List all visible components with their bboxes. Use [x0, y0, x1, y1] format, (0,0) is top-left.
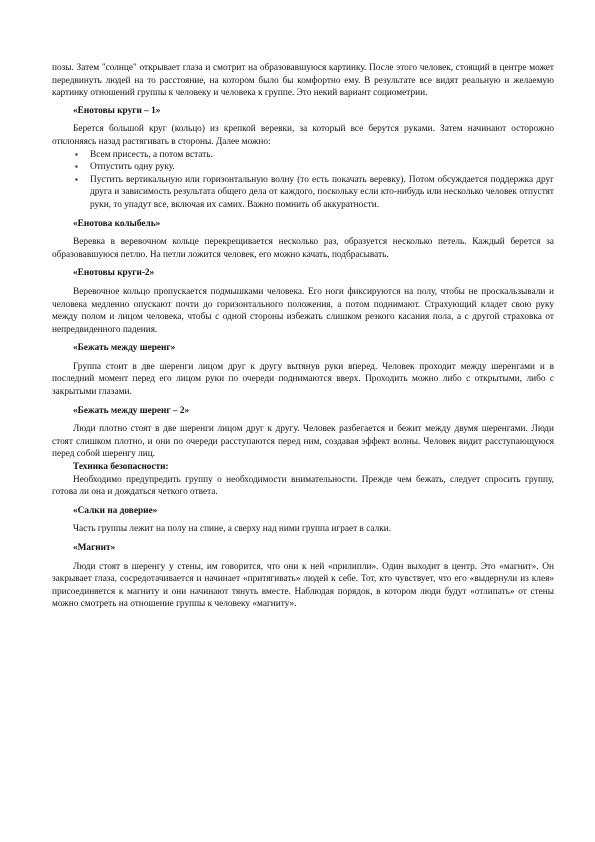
section-title: «Магнит» — [73, 543, 116, 553]
section-title: «Енотова колыбель» — [73, 218, 161, 229]
bullet-icon: ▪ — [75, 162, 78, 172]
section-paragraph: Веревочное кольцо пропускается подмышками человека. Его ноги фиксируются на полу, чтобы не проскальзывали и человека медленно опускают почти до горизонтального положения, а потом поднимают. Страхующий кладет свою руку между полом и лицом человека, чтобы с одной стороны избежать слишком резкого касания пола, а с другой страховка от непредвиденного падения. — [52, 286, 554, 335]
list-item-text: Всем присесть, а потом встать. — [90, 149, 213, 160]
section-title: «Енотовы круги-2» — [73, 268, 155, 279]
section-paragraph: Люди плотно стоят в две шеренги лицом друг к другу. Человек разбегается и бежит между двумя шеренгами. Люди стоят слишком плотно, и они по очереди расступаются перед ним, создавая эффект волны. Человек видит расступающуюся перед собой шеренгу лиц. — [52, 424, 554, 460]
section-paragraph: Берется большой круг (кольцо) из крепкой веревки, за который все берутся руками. Затем начинают осторожно отклоняясь назад растягивать в стороны. Далее можно: — [52, 124, 554, 147]
section-paragraph: Люди стоят в шеренгу у стены, им говорится, что они к ней «прилипли». Один выходит в центр. Это «магнит». Он закрывает глаза, сосредотачивается и начинает «притягивать» людей к себе. Тот, кто чувствует, что его «выдернули из клея» присоединяется к магниту и они начинают тянуть вместе. Наблюдая порядок, в котором люди будут «отлипать» от стены можно смотреть на отношение группы к человеку «магниту». — [52, 561, 554, 610]
section-title: «Бежать между шеренг» — [73, 343, 176, 354]
list-item — [52, 174, 554, 212]
section-paragraph: Веревка в веревочном кольце перекрещивается несколько раз, образуется несколько петель. Каждый берется за образовавшуюся петлю. На петли ложится человек, его можно качать, подбрасывать. — [52, 237, 554, 260]
section-title: «Салки на доверие» — [73, 505, 158, 516]
page-content — [52, 62, 554, 611]
section-paragraph: Группа стоит в две шеренги лицом друг к другу вытянув руки вперед. Человек проходит между шеренгами и в последний момент перед его лицом руки по очереди поднимаются вверх. Проходить можно либо с открытыми, либо с закрытыми глазами. — [52, 361, 554, 398]
section-title: «Енотовы круги – 1» — [73, 105, 161, 116]
section-paragraph: Часть группы лежит на полу на спине, а сверху над ними группа играет в салки. — [73, 524, 392, 535]
list-item-text: Пустить вертикальную или горизонтальную волну (то есть покачать веревку). Потом обсуждается поддержка друг друга и зависимость результата общего дела от каждого, поскольку если кто-нибудь или несколько человек отпустят руки, то упадут все, включая их самих. Важно помнить об аккуратности. — [90, 174, 554, 210]
section-title: «Бежать между шеренг – 2» — [73, 405, 190, 416]
list-item — [52, 161, 554, 174]
intro-paragraph: позы. Затем "солнце" открывает глаза и смотрит на образовавшуюся картинку. После этого человек, стоящий в центре может передвинуть людей на то расстояние, на котором было бы комфортно ему. В результате все видят реальную и желаемую картинку отношений группы к человеку и человека к группе. Это некий вариант социометрии. — [52, 63, 554, 99]
list-item-text: Отпустить одну руку. — [90, 162, 175, 173]
section-paragraph: Необходимо предупредить группу о необходимости внимательности. Прежде чем бежать, следует спросить группу, готова ли она и дождаться четкого ответа. — [52, 474, 554, 498]
bullet-icon: ▪ — [75, 174, 78, 184]
bullet-list — [52, 149, 554, 212]
bullet-icon: ▪ — [75, 149, 78, 159]
list-item — [52, 149, 554, 162]
safety-label: Техника безопасности: — [73, 462, 169, 473]
